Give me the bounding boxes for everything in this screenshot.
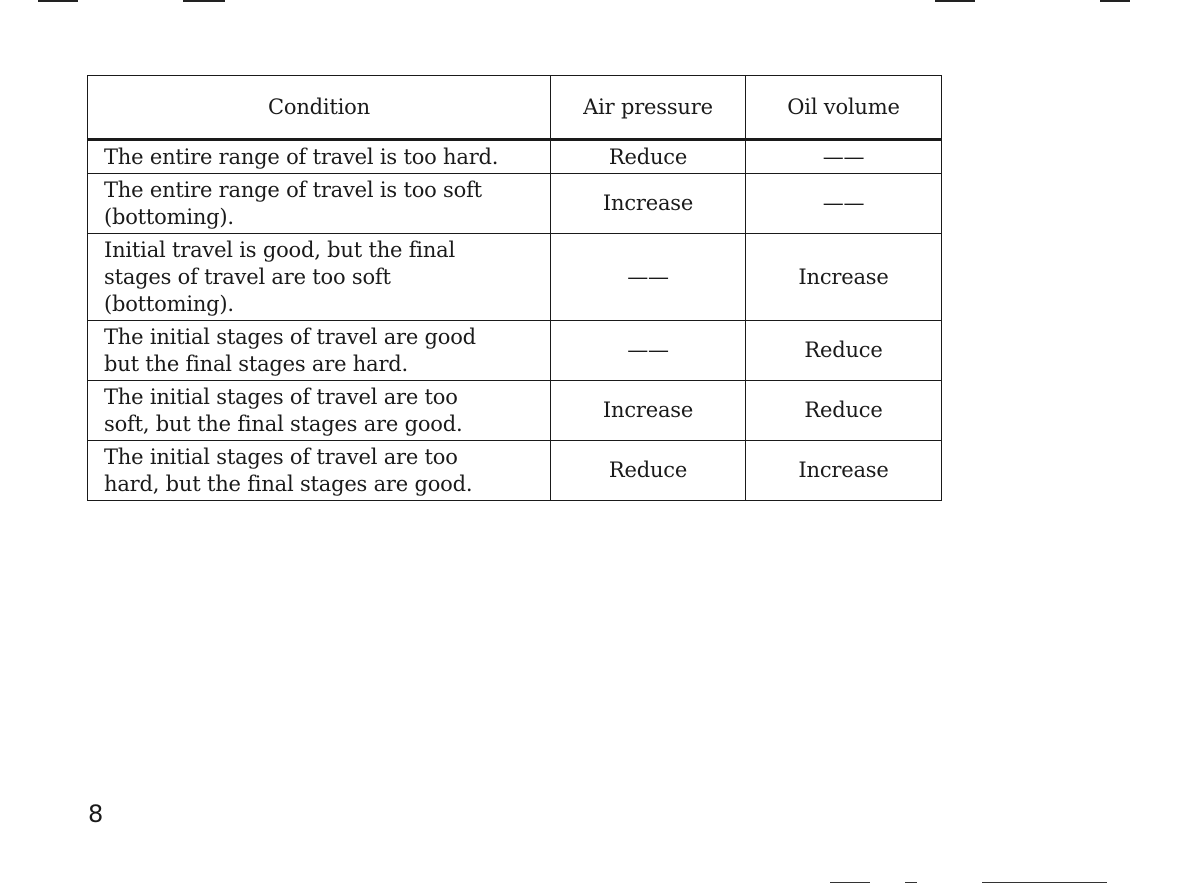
table-row (88, 234, 942, 321)
condition-cell: The initial stages of travel are good but the final stages are hard. (88, 321, 551, 381)
header-air-pressure: Air pressure (551, 76, 746, 140)
air-pressure-cell: Increase (551, 174, 746, 234)
oil-volume-cell: Reduce (746, 381, 942, 441)
air-pressure-cell: Reduce (551, 441, 746, 501)
top-edge-mark (1100, 0, 1130, 2)
condition-cell: The entire range of travel is too hard. (88, 140, 551, 174)
table-body (88, 140, 942, 501)
table-row (88, 140, 942, 174)
air-pressure-cell: —— (551, 321, 746, 381)
air-pressure-cell: Reduce (551, 140, 746, 174)
table-row (88, 174, 942, 234)
oil-volume-cell: Increase (746, 441, 942, 501)
top-edge-mark (183, 0, 225, 2)
oil-volume-cell: —— (746, 140, 942, 174)
header-row (88, 76, 942, 140)
top-edge-mark (935, 0, 975, 2)
table-row (88, 321, 942, 381)
oil-volume-cell: —— (746, 174, 942, 234)
condition-cell: The entire range of travel is too soft (bottoming). (88, 174, 551, 234)
condition-cell: The initial stages of travel are too soft, but the final stages are good. (88, 381, 551, 441)
table-row (88, 441, 942, 501)
oil-volume-cell: Reduce (746, 321, 942, 381)
bottom-edge-mark (830, 882, 870, 883)
condition-cell: The initial stages of travel are too hard, but the final stages are good. (88, 441, 551, 501)
page-number: 8 (88, 800, 104, 828)
header-condition: Condition (88, 76, 551, 140)
air-pressure-cell: —— (551, 234, 746, 321)
condition-cell: Initial travel is good, but the final stages of travel are too soft (bottoming). (88, 234, 551, 321)
table-row (88, 381, 942, 441)
bottom-edge-mark (982, 882, 1107, 883)
suspension-adjustment-table (87, 75, 942, 501)
table-header (88, 76, 942, 140)
header-oil-volume: Oil volume (746, 76, 942, 140)
oil-volume-cell: Increase (746, 234, 942, 321)
bottom-edge-mark (905, 882, 917, 883)
air-pressure-cell: Increase (551, 381, 746, 441)
top-edge-mark (38, 0, 78, 2)
